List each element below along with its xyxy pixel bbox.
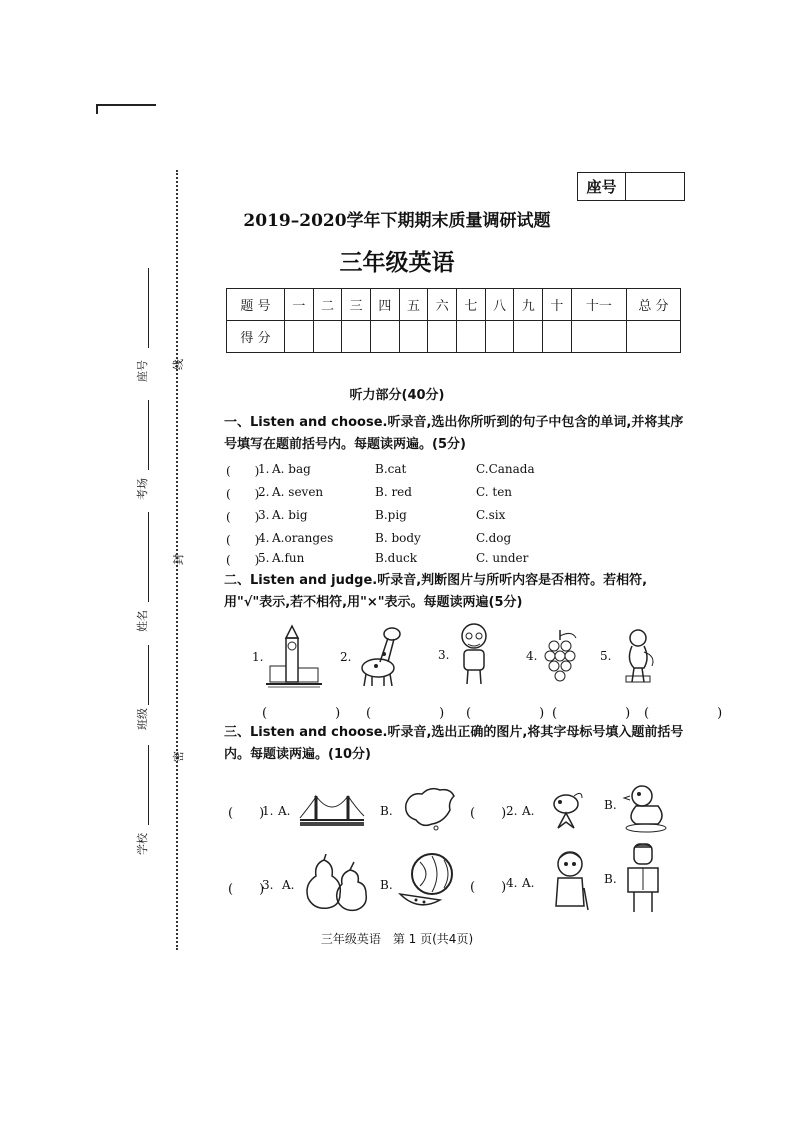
corner-mark-tick — [96, 104, 98, 114]
question-number: 4. — [258, 531, 270, 545]
score-cell[interactable] — [627, 321, 681, 353]
part1-question-row — [226, 508, 696, 528]
option-b: B. red — [375, 485, 412, 499]
option-c: C.Canada — [476, 462, 535, 476]
answer-blank[interactable]: ( ) — [226, 533, 260, 547]
part1-question-row — [226, 485, 696, 505]
option-b-label: B. — [604, 798, 617, 812]
score-table-score-row — [227, 321, 681, 353]
score-cell-header: 总 分 — [627, 289, 681, 321]
option-a: A. big — [272, 508, 308, 522]
giraffe-icon — [354, 624, 414, 690]
option-c: C.dog — [476, 531, 512, 545]
option-c: C.six — [476, 508, 506, 522]
grandma-icon — [548, 848, 592, 914]
score-table-header-row — [227, 289, 681, 321]
question-number: 5. — [258, 551, 270, 565]
answer-blank[interactable]: ( ) — [470, 806, 507, 821]
score-cell[interactable] — [313, 321, 342, 353]
option-a: A.oranges — [272, 531, 334, 545]
option-a: A. bag — [272, 462, 311, 476]
part1-instruction: 一、Listen and choose.听录音,选出你所听到的句子中包含的单词,并将其序号填写在题前括号内。每题读两遍。(5分) — [224, 415, 684, 452]
option-a-label: A. — [282, 878, 295, 892]
score-table — [226, 288, 681, 353]
watermelon-icon — [398, 850, 460, 912]
question-number: 3. — [258, 508, 270, 522]
option-b: B.duck — [375, 551, 418, 565]
question-number: 3. — [262, 878, 274, 892]
score-cell-header: 十 — [543, 289, 572, 321]
answer-blank[interactable]: ( ) — [470, 880, 507, 895]
score-cell-header: 三 — [342, 289, 371, 321]
score-cell-header: 五 — [399, 289, 428, 321]
question-number: 2. — [506, 804, 518, 818]
score-cell[interactable] — [428, 321, 457, 353]
seal-char-seal: 封 — [172, 554, 185, 565]
score-row-label: 得 分 — [227, 321, 285, 353]
answer-blank[interactable]: ( ) — [366, 706, 459, 721]
exam-room-underline — [148, 400, 149, 470]
seat-no-underline — [148, 268, 149, 348]
question-number: 4. — [506, 876, 518, 890]
question-number: 2. — [258, 485, 270, 499]
question-number: 1. — [262, 804, 274, 818]
part2-item-4 — [526, 628, 580, 684]
score-cell[interactable] — [514, 321, 543, 353]
score-cell[interactable] — [371, 321, 400, 353]
part1-question-row — [226, 531, 696, 551]
option-a-label: A. — [522, 876, 535, 890]
option-c: C. under — [476, 551, 529, 565]
part2-item-1 — [252, 624, 322, 690]
seat-number-label: 座号 — [578, 173, 626, 200]
part3-instruction: 三、Listen and choose.听录音,选出正确的图片,将其字母标号填入题前括号内。每题读两遍。(10分) — [224, 725, 684, 762]
option-b: B.pig — [375, 508, 407, 522]
margin-seat-no-label: 座号 — [136, 360, 149, 382]
part1-question-row — [226, 462, 696, 482]
question-number: 5. — [600, 649, 612, 663]
part1-question-row — [226, 551, 696, 571]
question-number: 2. — [340, 650, 352, 664]
school-underline — [148, 745, 149, 825]
question-number: 1. — [252, 650, 264, 664]
score-cell[interactable] — [285, 321, 314, 353]
name-underline — [148, 512, 149, 602]
monkey-icon — [614, 626, 662, 686]
option-b-label: B. — [604, 872, 617, 886]
man-icon — [622, 840, 664, 916]
score-cell-header: 七 — [457, 289, 486, 321]
answer-blank[interactable]: ( ) — [226, 464, 260, 478]
part2-instruction: 二、Listen and judge.听录音,判断图片与所听内容是否相符。若相符,用"√"表示,若不相符,用"×"表示。每题读两遍(5分) — [224, 573, 648, 610]
score-cell-header: 九 — [514, 289, 543, 321]
option-b-label: B. — [380, 804, 393, 818]
score-cell[interactable] — [342, 321, 371, 353]
score-cell[interactable] — [457, 321, 486, 353]
grade-title: 三年级英语 — [339, 250, 455, 276]
answer-blank[interactable]: ( ) — [228, 882, 265, 897]
option-b: B.cat — [375, 462, 407, 476]
answer-blank[interactable]: ( ) — [226, 553, 260, 567]
score-cell-header: 二 — [313, 289, 342, 321]
option-b: B. body — [375, 531, 421, 545]
answer-blank[interactable]: ( ) — [226, 487, 260, 501]
page-footer: 三年级英语 第 1 页(共4页) — [320, 932, 474, 946]
class-underline — [148, 645, 149, 705]
answer-blank[interactable]: ( ) — [552, 706, 645, 721]
question-number: 1. — [258, 462, 270, 476]
score-cell[interactable] — [543, 321, 572, 353]
margin-exam-room-label: 考场 — [136, 478, 149, 500]
option-a-label: A. — [522, 804, 535, 818]
china-map-icon — [400, 784, 458, 832]
part2-item-2 — [340, 624, 414, 690]
answer-blank[interactable]: ( ) — [644, 706, 737, 721]
score-cell-header: 八 — [485, 289, 514, 321]
seal-char-secret: 密 — [172, 751, 185, 762]
grapes-icon — [540, 628, 580, 684]
score-cell-header: 十一 — [571, 289, 626, 321]
answer-blank[interactable]: ( ) — [466, 706, 559, 721]
option-c: C. ten — [476, 485, 513, 499]
question-number: 4. — [526, 649, 538, 663]
score-cell-header: 四 — [371, 289, 400, 321]
answer-blank[interactable]: ( ) — [262, 706, 355, 721]
goldfish-icon — [544, 786, 586, 830]
option-a: A.fun — [272, 551, 305, 565]
corner-mark — [96, 104, 156, 106]
seal-char-line: 线 — [172, 359, 185, 370]
duck-icon — [622, 782, 670, 834]
score-cell-header: 题 号 — [227, 289, 285, 321]
option-a-label: A. — [278, 804, 291, 818]
part2-item-3 — [438, 620, 496, 690]
score-cell[interactable] — [571, 321, 626, 353]
grandpa-icon — [452, 620, 496, 690]
clock-tower-icon — [266, 624, 322, 690]
option-a: A. seven — [272, 485, 324, 499]
seat-number-box — [577, 172, 685, 201]
seat-number-field[interactable] — [626, 173, 684, 200]
bridge-icon — [296, 788, 368, 828]
option-b-label: B. — [380, 878, 393, 892]
answer-blank[interactable]: ( ) — [228, 806, 265, 821]
question-number: 3. — [438, 648, 450, 662]
score-cell[interactable] — [399, 321, 428, 353]
part2-item-5 — [600, 626, 662, 686]
exam-title: 2019–2020学年下期期末质量调研试题 — [243, 211, 551, 231]
score-cell-header: 六 — [428, 289, 457, 321]
score-cell[interactable] — [485, 321, 514, 353]
listening-section-title: 听力部分(40分) — [349, 388, 445, 403]
margin-name-label: 姓名 — [136, 610, 149, 632]
margin-school-label: 学校 — [136, 833, 149, 855]
pears-icon — [300, 854, 372, 912]
score-cell-header: 一 — [285, 289, 314, 321]
margin-class-label: 班级 — [136, 708, 149, 730]
answer-blank[interactable]: ( ) — [226, 510, 260, 524]
